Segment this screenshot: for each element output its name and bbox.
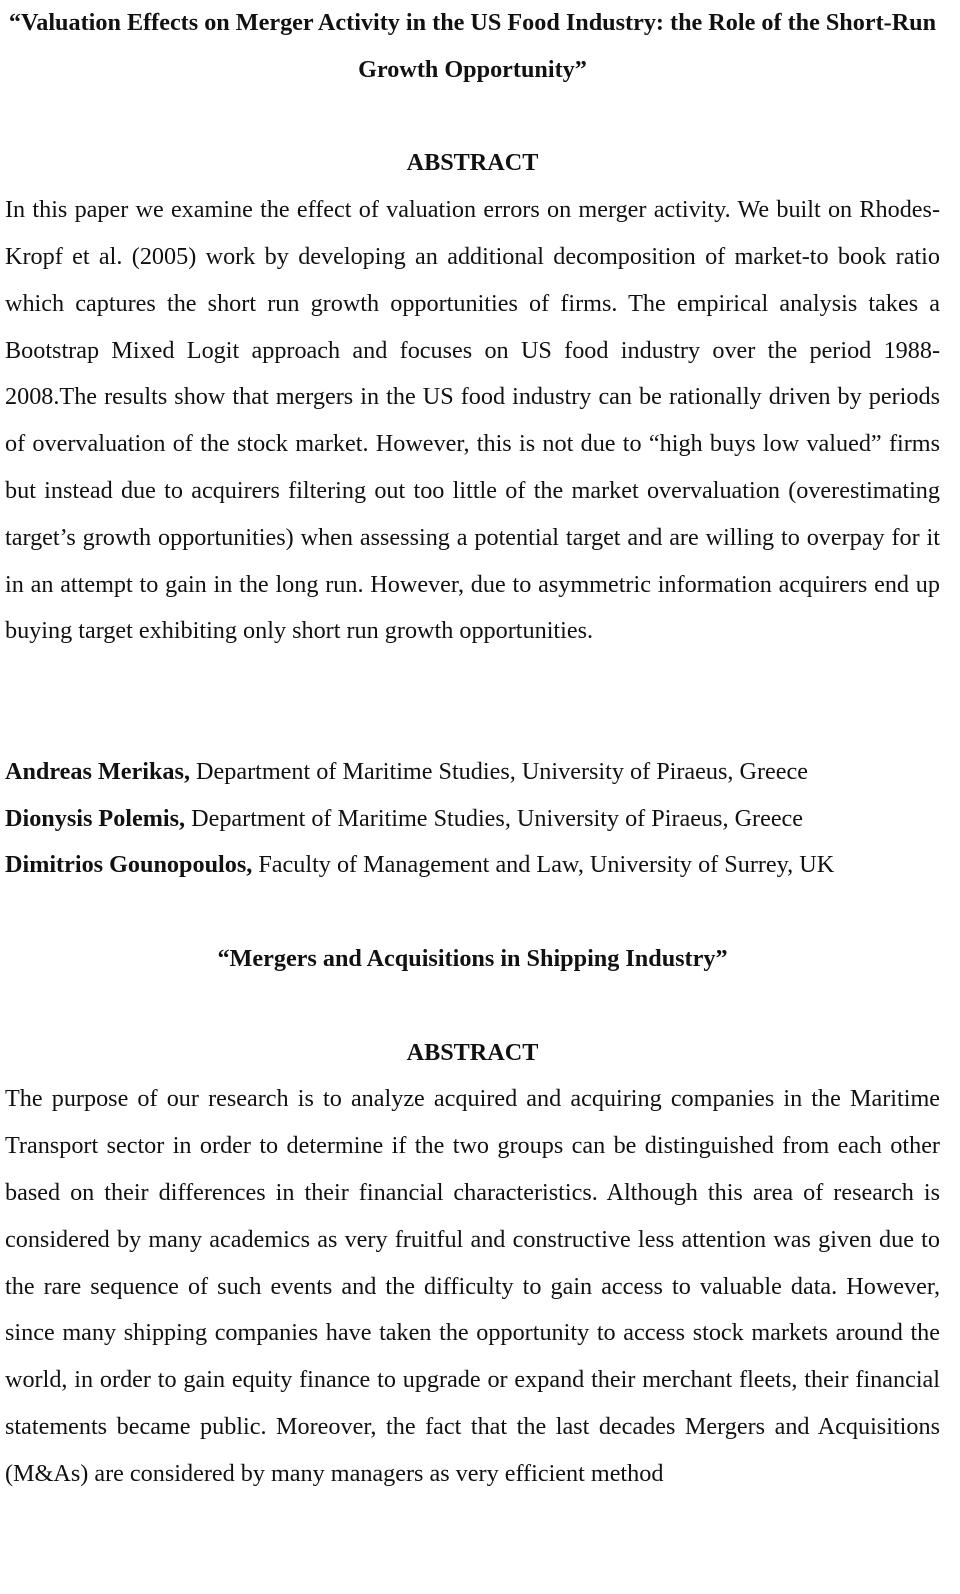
paper-2-title: “Mergers and Acquisitions in Shipping Industry” [217,944,728,972]
document-page [5,0,940,1498]
paper-2-abstract-heading: ABSTRACT [406,1038,539,1066]
spacer [5,983,940,1030]
paper-1-abstract-heading: ABSTRACT [406,149,539,177]
paper-2-abstract-text: The purpose of our research is to analyze acquired and acquiring companies in the Maritime Transport sector in order to determine if the two groups can be distinguished from each other based on their differences in their financial characteristics. Although this area of research is considered by many academics as very fruitful and constructive less attention was given due to the rare sequence of such events and the difficulty to gain access to valuable data. However, since many shipping companies have taken the opportunity to access stock markets around the world, in order to gain equity finance to upgrade or expand their merchant fleets, their financial statements became public. Moreover, the fact that the last decades Mergers and Acquisitions (M&As) are considered by many managers as very efficient method [5,1085,940,1487]
author-affiliation: Department of Maritime Studies, University of Piraeus, Greece [185,804,804,832]
author-entry [5,796,940,843]
paper-1-abstract-text: In this paper we examine the effect of valuation errors on merger activity. We built on Rhodes-Kropf et al. (2005) work by developing an additional decomposition of market-to book ratio which captures the short run growth opportunities of firms. The empirical analysis takes a Bootstrap Mixed Logit approach and focuses on US food industry over the period 1988-2008.The results show that mergers in the US food industry can be rationally driven by periods of overvaluation of the stock market. However, this is not due to “high buys low valued” firms but instead due to acquirers filtering out too little of the market overvaluation (overestimating target’s growth opportunities) when assessing a potential target and are willing to overpay for it in an attempt to gain in the long run. However, due to asymmetric information acquirers end up buying target exhibiting only short run growth opportunities. [5,196,940,645]
spacer [5,655,940,749]
author-affiliation: Faculty of Management and Law, University of Surrey, UK [252,851,835,879]
author-name: Dimitrios Gounopoulos, [5,851,253,879]
author-list [5,749,940,889]
author-name: Andreas Merikas, [5,757,190,785]
spacer [5,94,940,141]
author-affiliation: Department of Maritime Studies, University of Piraeus, Greece [190,757,808,785]
spacer [5,889,940,936]
author-name: Dionysis Polemis, [5,804,186,832]
author-entry [5,749,940,796]
paper-1-title: “Valuation Effects on Merger Activity in the US Food Industry: the Role of the Short-Run Growth Opportunity” [8,9,937,83]
author-entry [5,842,940,889]
